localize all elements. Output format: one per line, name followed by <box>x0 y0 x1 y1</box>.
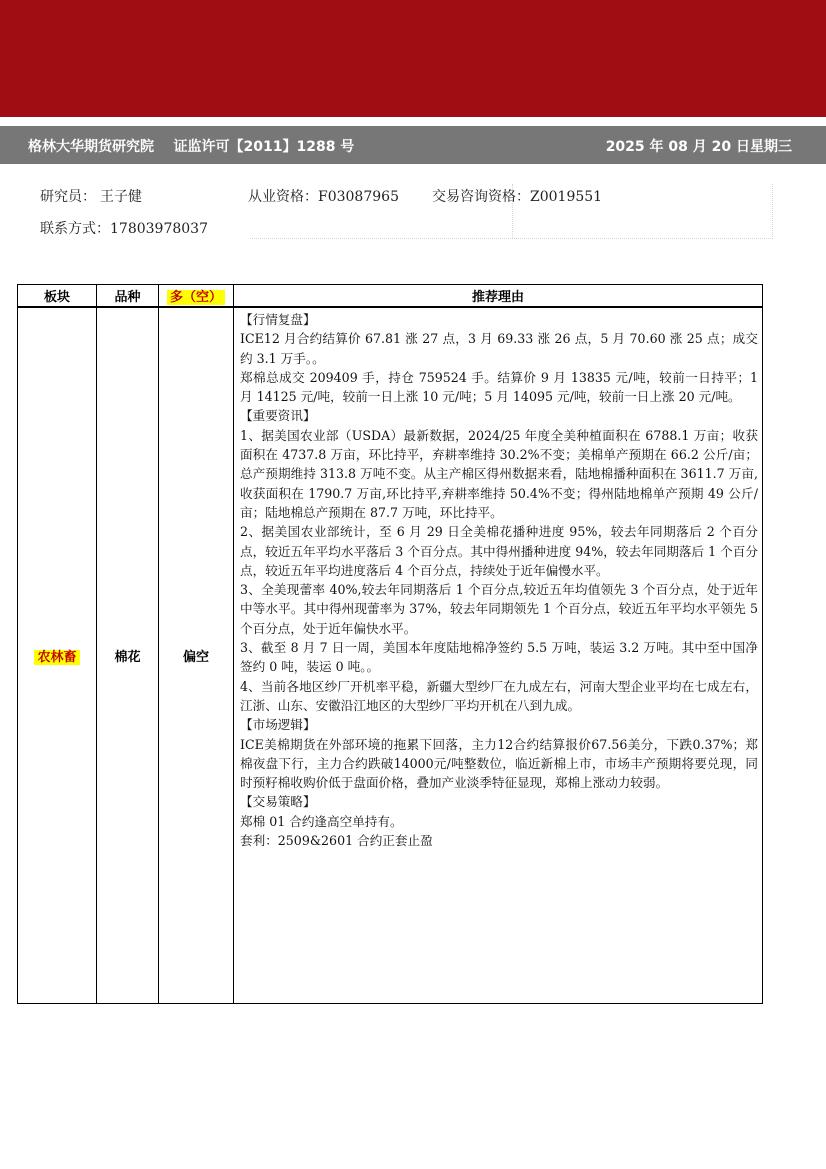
table-row <box>18 307 763 1004</box>
reason-paragraph: 3、截至 8 月 7 日一周，美国本年度陆地棉净签约 5.5 万吨，装运 3.2 万吨。其中至中国净签约 0 吨，装运 0 吨。。 <box>240 640 758 675</box>
header-banner <box>0 0 826 117</box>
license-number: 证监许可【2011】1288 号 <box>173 139 355 155</box>
section-key-news: 【重要资讯】 <box>240 408 316 424</box>
researcher <box>40 186 142 206</box>
reason-paragraph: 套利：2509&2601 合约正套止盈 <box>240 833 433 849</box>
header-reason: 推荐理由 <box>234 285 763 308</box>
section-trading-strategy: 【交易策略】 <box>240 794 316 810</box>
contact-phone: 17803978037 <box>110 221 208 237</box>
qualification-number: F03087965 <box>318 189 399 205</box>
reason-paragraph: 3、全美现蕾率 40%,较去年同期落后 1 个百分点,较近五年均值领先 3 个百分点，处于近年中等水平。其中得州现蕾率为 37%，较去年同期领先 1 个百分点，较近五年平均水平领先 5 个百分点，处于近年偏快水平。 <box>240 582 758 636</box>
recommendation-table <box>17 284 763 1004</box>
reason-paragraph: 郑棉总成交 209409 手，持仓 759524 手。结算价 9 月 13835 元/吨，较前一日持平；1 月 14125 元/吨，较前一日上涨 10 元/吨；5 月 14095 元/吨，较前一日上涨 20 元/吨。 <box>240 369 758 405</box>
contact-label: 联系方式： <box>40 221 110 237</box>
researcher-label: 研究员： <box>40 189 96 205</box>
title-bar <box>0 126 826 164</box>
banner-separator <box>0 117 826 126</box>
table-header-row <box>18 285 763 308</box>
reason-paragraph: 郑棉 01 合约逢高空单持有。 <box>240 813 403 829</box>
header-direction <box>159 285 234 308</box>
sector-label: 农林畜 <box>34 650 79 665</box>
reason-paragraph: ICE美棉期货在外部环境的拖累下回落，主力12合约结算报价67.56美分，下跌0.37%；郑棉夜盘下行，主力合约跌破14000元/吨整数位，临近新棉上市，市场丰产预期将要兑现，同时预籽棉收购价低于盘面价格，叠加产业淡季特征显现，郑棉上涨动力较弱。 <box>240 736 758 791</box>
reason-text <box>234 308 762 850</box>
variety-cell: 棉花 <box>97 307 159 1004</box>
header-sector: 板块 <box>18 285 97 308</box>
researcher-name: 王子健 <box>100 189 142 205</box>
header-variety: 品种 <box>97 285 159 308</box>
reason-paragraph: ICE12 月合约结算价 67.81 涨 27 点，3 月 69.33 涨 26 点，5 月 70.60 涨 25 点；成交约 3.1 万手。。 <box>240 331 758 366</box>
section-market-logic: 【市场逻辑】 <box>240 717 316 733</box>
reason-cell <box>234 307 763 1004</box>
header-direction-label: 多（空） <box>167 290 225 305</box>
qualification-label: 从业资格： <box>248 189 318 205</box>
sector-cell <box>18 307 97 1004</box>
institute-name: 格林大华期货研究院 <box>28 139 154 155</box>
section-market-review: 【行情复盘】 <box>240 312 316 327</box>
direction-cell: 偏空 <box>159 307 234 1004</box>
qualification <box>248 186 399 206</box>
reason-paragraph: 1、据美国农业部（USDA）最新数据，2024/25 年度全美种植面积在 6788.1 万亩；收获面积在 4737.8 万亩，环比持平，弃耕率维持 30.2%不变；美棉单产预期在 66.2 公斤/亩；总产预期维持 313.8 万吨不变。从主产棉区得州数据来看，陆地棉播种面积在 3611.7 万亩,收获面积在 1790.7 万亩,环比持平,弃耕率维持 50.4%不变；得州陆地棉单产预期 49 公斤/亩；陆地棉总产预期在 87.7 万吨，环比持平。 <box>240 427 758 520</box>
report-date: 2025 年 08 月 20 日星期三 <box>605 139 792 155</box>
advisory-number: Z0019551 <box>530 189 603 205</box>
advisory-label: 交易咨询资格： <box>432 189 530 205</box>
reason-paragraph: 2、据美国农业部统计，至 6 月 29 日全美棉花播种进度 95%，较去年同期落后 2 个百分点，较近五年平均水平落后 3 个百分点。其中得州播种进度 94%，较去年同期落后 1 个百分点，较近五年平均进度落后 4 个百分点，持续处于近年偏慢水平。 <box>240 524 758 578</box>
reason-paragraph: 4、当前各地区纱厂开机率平稳，新疆大型纱厂在九成左右，河南大型企业平均在七成左右，江浙、山东、安徽沿江地区的大型纱厂平均开机在八到九成。 <box>240 678 758 713</box>
institute-license <box>28 136 354 156</box>
contact <box>40 218 208 238</box>
advisory-qualification <box>432 186 602 206</box>
